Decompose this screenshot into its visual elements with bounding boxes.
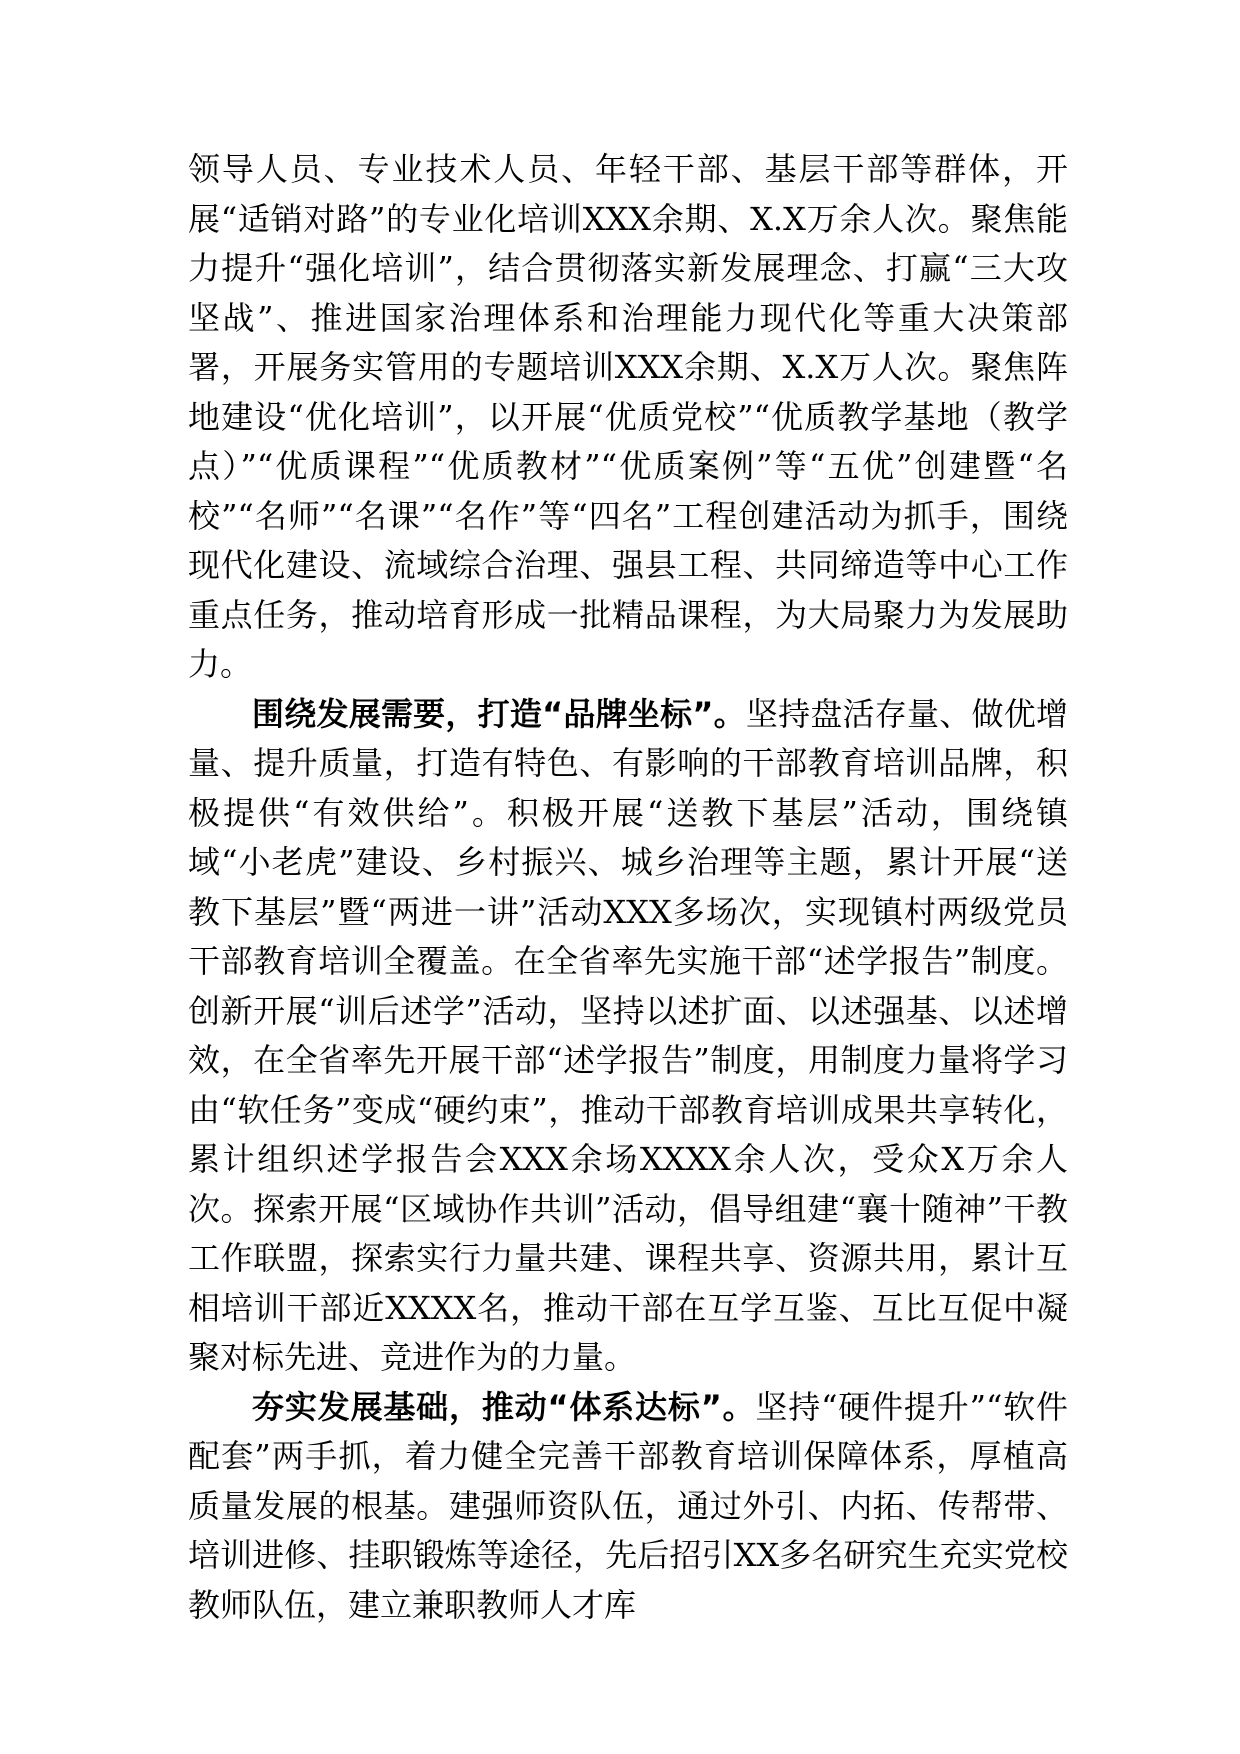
- document-body: [188, 145, 1068, 1630]
- paragraph-2-text: 坚持盘活存量、做优增量、提升质量，打造有特色、有影响的干部教育培训品牌，积极提供“有效供给”。积极开展“送教下基层”活动，围绕镇域“小老虎”建设、乡村振兴、城乡治理等主题，累计开展“送教下基层”暨“两进一讲”活动XXX多场次，实现镇村两级党员干部教育培训全覆盖。在全省率先实施干部“述学报告”制度。创新开展“训后述学”活动，坚持以述扩面、以述强基、以述增效，在全省率先开展干部“述学报告”制度，用制度力量将学习由“软任务”变成“硬约束”，推动干部教育培训成果共享转化，累计组织述学报告会XXX余场XXXX余人次，受众X万余人次。探索开展“区域协作共训”活动，倡导组建“襄十随神”干教工作联盟，探索实行力量共建、课程共享、资源共用，累计互相培训干部近XXXX名，推动干部在互学互鉴、互比互促中凝聚对标先进、竞进作为的力量。: [188, 694, 1068, 1376]
- paragraph-1-text: 领导人员、专业技术人员、年轻干部、基层干部等群体，开展“适销对路”的专业化培训XXX余期、X.X万余人次。聚焦能力提升“强化培训”，结合贯彻落实新发展理念、打赢“三大攻坚战”、推进国家治理体系和治理能力现代化等重大决策部署，开展务实管用的专题培训XXX余期、X.X万人次。聚焦阵地建设“优化培训”，以开展“优质党校”“优质教学基地（教学点）”“优质课程”“优质教材”“优质案例”等“五优”创建暨“名校”“名师”“名课”“名作”等“四名”工程创建活动为抓手，围绕现代化建设、流域综合治理、强县工程、共同缔造等中心工作重点任务，推动培育形成一批精品课程，为大局聚力为发展助力。: [188, 150, 1068, 683]
- paragraph-3: [188, 1383, 1068, 1631]
- paragraph-3-text: 坚持“硬件提升”“软件配套”两手抓，着力健全完善干部教育培训保障体系，厚植高质量发展的根基。建强师资队伍，通过外引、内拓、传帮带、培训进修、挂职锻炼等途径，先后招引XX多名研究生充实党校教师队伍，建立兼职教师人才库: [188, 1387, 1068, 1624]
- paragraph-1: [188, 145, 1068, 690]
- paragraph-2: [188, 690, 1068, 1383]
- paragraph-3-heading: 夯实发展基础，推动“体系达标”。: [252, 1387, 756, 1426]
- paragraph-2-heading: 围绕发展需要，打造“品牌坐标”。: [252, 694, 746, 733]
